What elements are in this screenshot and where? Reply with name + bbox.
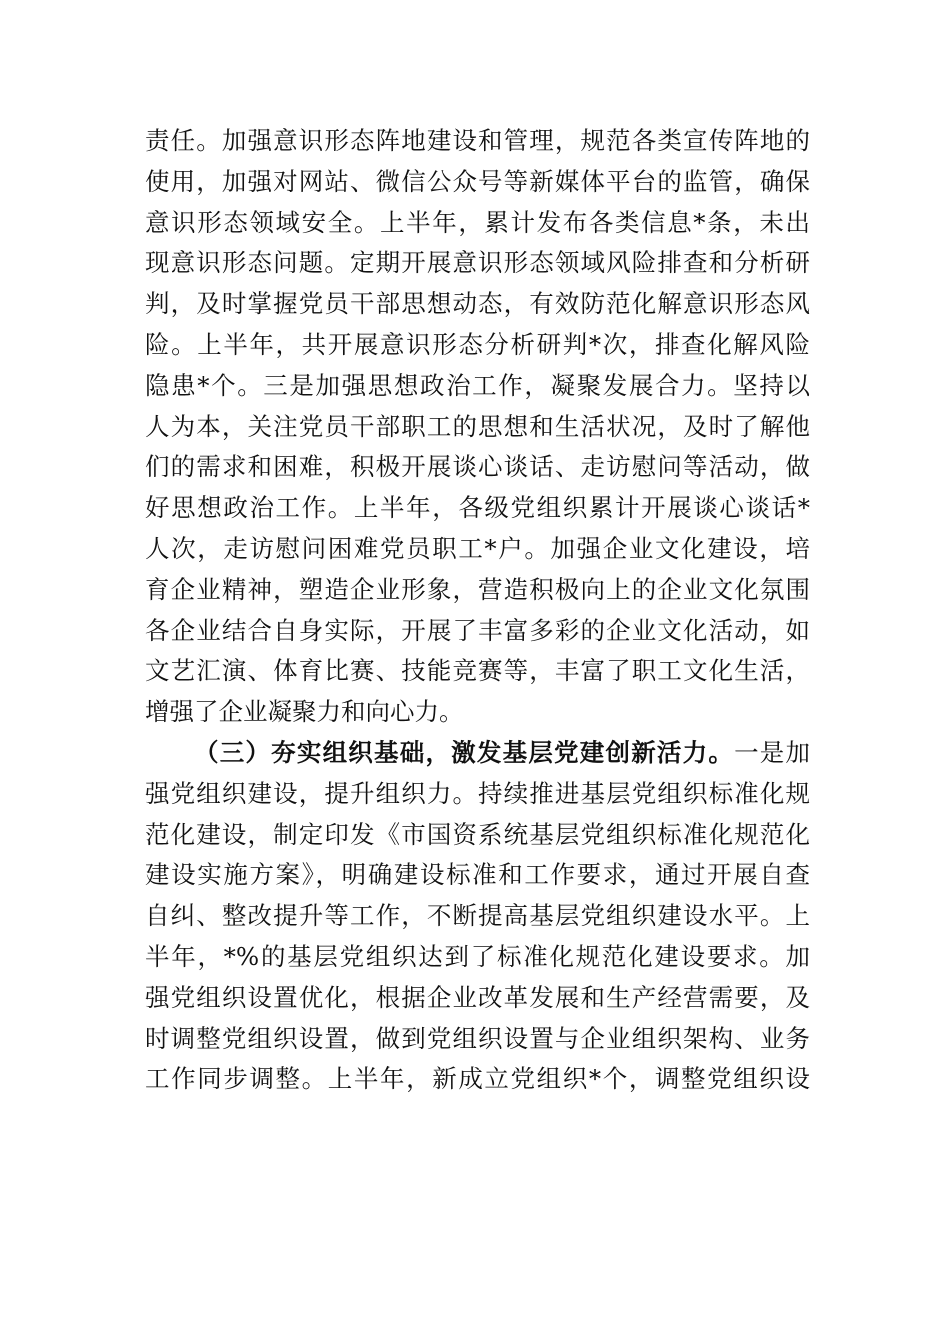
paragraph-line: 育企业精神，塑造企业形象，营造积极向上的企业文化氛围 <box>145 574 810 604</box>
paragraph-line: 们的需求和困难，积极开展谈心谈话、走访慰问等活动，做 <box>145 452 810 482</box>
paragraph-line: 判，及时掌握党员干部思想动态，有效防范化解意识形态风 <box>145 289 810 319</box>
paragraph-line: 使用，加强对网站、微信公众号等新媒体平台的监管，确保 <box>145 166 810 196</box>
paragraph-line: 半年，*%的基层党组织达到了标准化规范化建设要求。加 <box>145 941 810 971</box>
paragraph-line: 各企业结合自身实际，开展了丰富多彩的企业文化活动，如 <box>145 615 810 645</box>
section-heading: （三）夯实组织基础，激发基层党建创新活力。 <box>194 737 735 767</box>
document-body <box>145 121 810 1100</box>
paragraph-line: 建设实施方案》，明确建设标准和工作要求，通过开展自查 <box>145 860 810 890</box>
paragraph-first-line <box>145 733 810 774</box>
paragraph-line: 强党组织建设，提升组织力。持续推进基层党组织标准化规 <box>145 778 810 808</box>
paragraph-line: 险。上半年，共开展意识形态分析研判*次，排查化解风险 <box>145 329 810 359</box>
paragraph-line: 强党组织设置优化，根据企业改革发展和生产经营需要，及 <box>145 982 810 1012</box>
paragraph-line: 责任。加强意识形态阵地建设和管理，规范各类宣传阵地的 <box>145 126 810 155</box>
paragraph-2 <box>145 733 810 1100</box>
paragraph-line: 好思想政治工作。上半年，各级党组织累计开展谈心谈话* <box>145 493 810 523</box>
paragraph-line: 人为本，关注党员干部职工的思想和生活状况，及时了解他 <box>145 411 810 441</box>
paragraph-line: 隐患*个。三是加强思想政治工作，凝聚发展合力。坚持以 <box>145 370 810 400</box>
paragraph-line: 意识形态领域安全。上半年，累计发布各类信息*条，未出 <box>145 207 810 237</box>
paragraph-line: 工作同步调整。上半年，新成立党组织*个，调整党组织设 <box>145 1064 810 1094</box>
paragraph-line: 自纠、整改提升等工作，不断提高基层党组织建设水平。上 <box>145 901 810 931</box>
paragraph-line: 时调整党组织设置，做到党组织设置与企业组织架构、业务 <box>145 1023 810 1053</box>
paragraph-line: 文艺汇演、体育比赛、技能竞赛等，丰富了职工文化生活， <box>145 656 810 686</box>
paragraph-line: 人次，走访慰问困难党员职工*户。加强企业文化建设，培 <box>145 533 810 563</box>
paragraph-line: 现意识形态问题。定期开展意识形态领域风险排查和分析研 <box>145 248 810 278</box>
paragraph-1 <box>145 121 810 733</box>
paragraph-line: 增强了企业凝聚力和向心力。 <box>145 697 464 727</box>
paragraph-line: 范化建设，制定印发《市国资系统基层党组织标准化规范化 <box>145 819 810 849</box>
paragraph-text: 一是加 <box>734 737 811 767</box>
